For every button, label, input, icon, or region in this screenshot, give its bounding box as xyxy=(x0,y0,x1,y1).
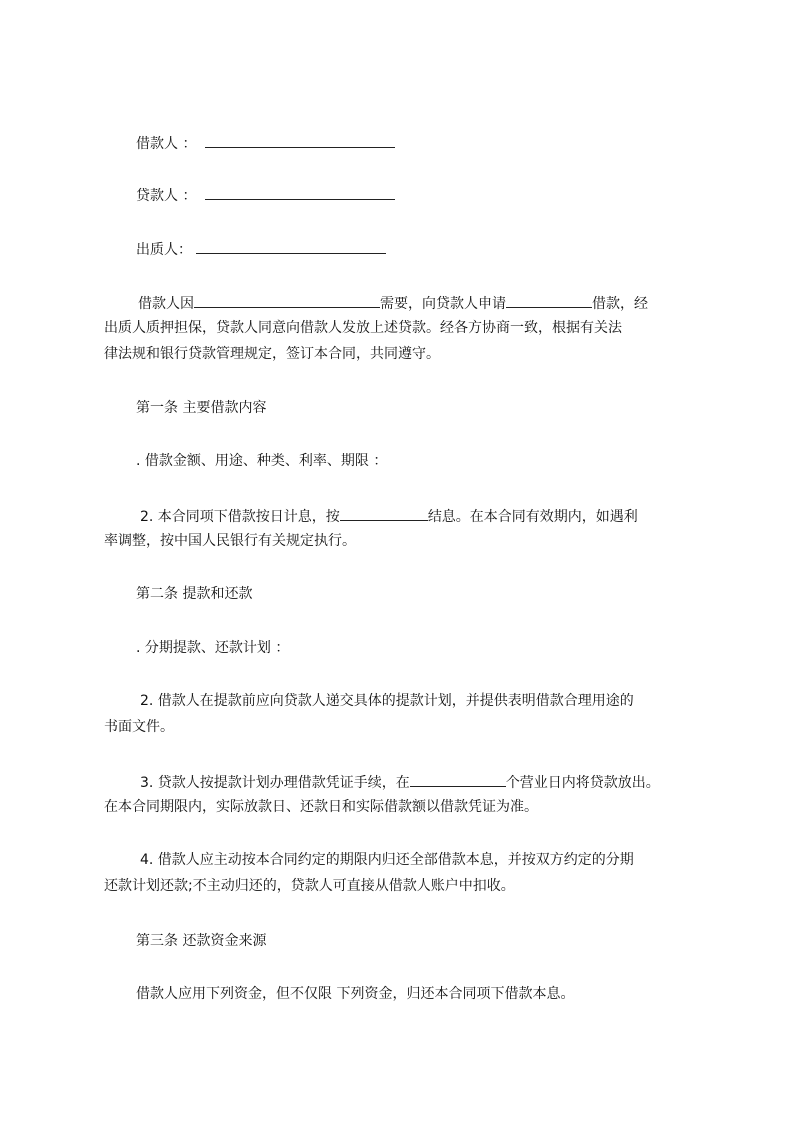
lender-blank xyxy=(205,185,395,200)
item-3-text-a: 3. 贷款人按提款计划办理借款凭证手续，在 xyxy=(140,775,410,791)
preamble-line-1 xyxy=(138,293,648,313)
item-2-text-b: 结息。在本合同有效期内，如遇利 xyxy=(427,509,638,525)
item-3-text-b: 个营业日内将贷款放出。 xyxy=(505,775,660,791)
loan-amount-blank xyxy=(506,293,592,308)
article-2-item-1: . 分期提款、还款计划 ： xyxy=(136,640,290,656)
article-1-item-2 xyxy=(140,506,638,526)
preamble-line-3: 律法规和银行贷款管理规定，签订本合同，共同遵守。 xyxy=(104,346,440,362)
business-days-blank xyxy=(410,772,506,787)
borrower-blank xyxy=(205,133,395,148)
preamble-text-b: 需要，向贷款人申请 xyxy=(380,296,506,312)
article-2-title: 第二条 提款和还款 xyxy=(136,586,253,602)
interest-settlement-blank xyxy=(340,506,428,521)
lender-label: 贷款人 ： xyxy=(136,188,197,204)
item-2-text-a: 2. 本合同项下借款按日计息，按 xyxy=(140,509,340,525)
article-2-item-4-cont: 还款计划还款;不主动归还的，贷款人可直接从借款人账户中扣收。 xyxy=(104,878,515,894)
article-2-item-3 xyxy=(140,772,660,792)
pledgor-label: 出质人： xyxy=(136,242,192,258)
pledgor-line xyxy=(136,239,386,259)
pledgor-blank xyxy=(196,239,386,254)
article-1-item-1: . 借款金额、用途、种类、利率、期限 ： xyxy=(136,453,388,469)
article-2-item-2-cont: 书面文件。 xyxy=(104,719,174,735)
article-3-title: 第三条 还款资金来源 xyxy=(136,933,267,949)
article-2-item-4: 4. 借款人应主动按本合同约定的期限内归还全部借款本息，并按双方约定的分期 xyxy=(140,852,634,868)
preamble-text-c: 借款，经 xyxy=(592,296,648,312)
lender-line xyxy=(136,185,395,205)
article-2-item-2: 2. 借款人在提款前应向贷款人递交具体的提款计划，并提供表明借款合理用途的 xyxy=(140,693,634,709)
preamble-text-a: 借款人因 xyxy=(138,296,194,312)
borrower-line xyxy=(136,133,395,153)
borrower-label: 借款人 ： xyxy=(136,136,197,152)
preamble-line-2: 出质人质押担保，贷款人同意向借款人发放上述贷款。经各方协商一致，根据有关法 xyxy=(104,320,622,336)
article-3-body: 借款人应用下列资金，但不仅限 下列资金，归还本合同项下借款本息。 xyxy=(136,986,575,1002)
article-1-item-2-cont: 率调整，按中国人民银行有关规定执行。 xyxy=(104,533,356,549)
article-1-title: 第一条 主要借款内容 xyxy=(136,400,267,416)
purpose-blank xyxy=(194,293,380,308)
article-2-item-3-cont: 在本合同期限内，实际放款日、还款日和实际借款额以借款凭证为准。 xyxy=(104,799,538,815)
